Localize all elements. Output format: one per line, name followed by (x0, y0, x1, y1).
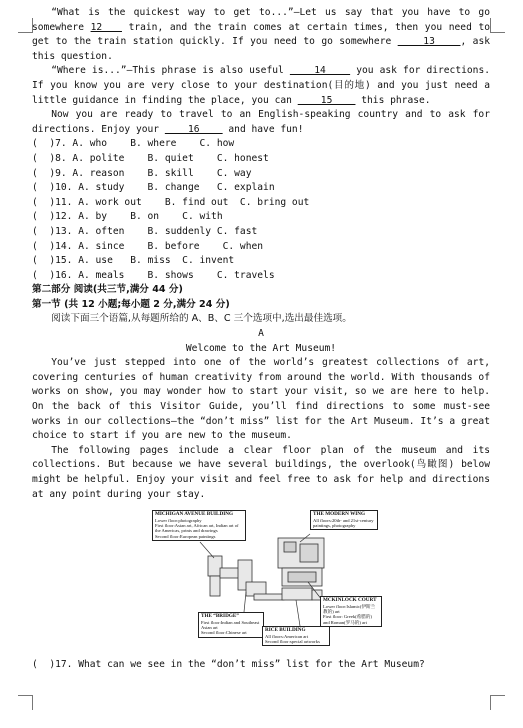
michigan-line-2: First floor:Asian art, African art, Indian art of the Americas, prints and drawings (155, 523, 239, 534)
bridge-label (198, 612, 264, 638)
section-instructions: 阅读下面三个语篇,从每题所给的 A、B、C 三个选项中,选出最佳选项。 (51, 313, 352, 325)
passage-paragraph-1: You’ve just stepped into one of the world’s greatest collections of art, covering centuries of human creativity from around the world. With thousands of works on show, you may wonder how to start your visit, so we are here to help. On the back of this Visitor Guide, you’ll find directions to some must-see works in our collections—the “don’t miss” list for the Art Museum. It’s a great choice to start if you are new to the museum. (32, 357, 490, 442)
michigan-title: MICHIGAN AVENUE BUILDING (155, 511, 234, 518)
corner-mark-bottom-left (18, 695, 33, 710)
blank-16: 16 (164, 123, 223, 135)
rice-building-label (262, 626, 330, 646)
rice-line-2: Second floor:special artworks (265, 639, 320, 644)
blank-14: 14 (289, 65, 351, 77)
cloze-text: this phrase. (355, 94, 431, 106)
bridge-title: THE “BRIDGE” (201, 613, 239, 620)
option-line-15: ( )15. A. use B. miss C. invent (32, 255, 235, 267)
mckinlock-line-1: Lower floor:Islamic(伊斯兰教的) art (323, 603, 376, 614)
rice-title: RICE BUILDING (265, 627, 306, 634)
question-17: ( )17. What can we see in the “don’t miss” list for the Art Museum? (32, 659, 425, 671)
option-line-13: ( )13. A. often B. suddenly C. fast (32, 225, 258, 237)
option-line-16: ( )16. A. meals B. shows C. travels (32, 269, 275, 281)
cloze-text: “What is the quickest way to get to...”—Let us say that you have to go somewhere (32, 7, 490, 33)
cloze-text: and have fun! (222, 123, 304, 135)
corner-mark-bottom-right (490, 695, 505, 710)
cloze-paragraph-2 (32, 64, 490, 108)
cloze-paragraph-1 (32, 6, 490, 64)
option-line-12: ( )12. A. by B. on C. with (32, 211, 223, 223)
cloze-paragraph-3 (32, 108, 490, 137)
section-heading-sec1: 第一节 (共 12 小题;每小题 2 分,满分 24 分) (32, 298, 230, 310)
corner-mark-top-right (490, 18, 505, 33)
rice-line-1: All floors:American art (265, 633, 309, 639)
cloze-text: , ask this question. (32, 36, 490, 62)
cloze-text: “Where is...”—This phrase is also useful (51, 65, 290, 77)
mckinlock-line-2: First floor: Greek(希腊的) and Roman(罗马的) art (323, 614, 372, 625)
option-line-7: ( )7. A. who B. where C. how (32, 138, 235, 150)
michigan-line-3: Second floor:European paintings (155, 533, 216, 539)
mckinlock-court-label (320, 596, 382, 627)
blank-12: 12 (90, 21, 122, 33)
museum-overlook-map (150, 508, 380, 654)
passage-label: A (258, 328, 264, 340)
bridge-line-2: Second floor:Chinese art (201, 630, 247, 636)
option-line-9: ( )9. A. reason B. skill C. way (32, 167, 252, 179)
section-heading-part2: 第二部分 阅读(共三节,满分 44 分) (32, 284, 183, 296)
passage-paragraph-2: The following pages include a clear floor plan of the museum and its collections. But because we have several buildings, the overlook(鸟瞰图) below might be helpful. Enjoy your visit and feel free to ask for help and directions at any point during your stay. (32, 444, 490, 500)
cloze-text: you ask for directions. If you know you are very close to your destination(目的地) and you just need a little guidance in finding the place, you can (32, 65, 490, 106)
option-line-8: ( )8. A. polite B. quiet C. honest (32, 152, 269, 164)
modern-title: THE MODERN WING (313, 511, 366, 518)
option-line-11: ( )11. A. work out B. find out C. bring out (32, 196, 310, 208)
cloze-text: train, and the train comes at certain times, then you need to get to the train station quickly. If you need to go somewhere (32, 21, 491, 48)
michigan-avenue-building-label (152, 510, 246, 541)
blank-13: 13 (397, 36, 461, 48)
option-line-10: ( )10. A. study B. change C. explain (32, 182, 275, 194)
bridge-line-1: First floor:Indian and Southeast Asian art (201, 619, 260, 630)
mckinlock-title: MCKINLOCK COURT (323, 597, 377, 604)
option-line-14: ( )14. A. since B. before C. when (32, 240, 264, 252)
passage-title: Welcome to the Art Museum! (185, 342, 337, 354)
blank-15: 15 (297, 94, 356, 106)
michigan-line-1: Lower floor:photography (155, 517, 202, 523)
cloze-text: Now you are ready to travel to an English-speaking country and to ask for directions. Enjoy your (32, 109, 490, 135)
corner-mark-top-left (18, 18, 33, 33)
modern-wing-label (310, 510, 378, 530)
document-page (32, 6, 490, 673)
modern-line-1: All floors:20th- and 21st-century paintings, photography (313, 517, 374, 528)
